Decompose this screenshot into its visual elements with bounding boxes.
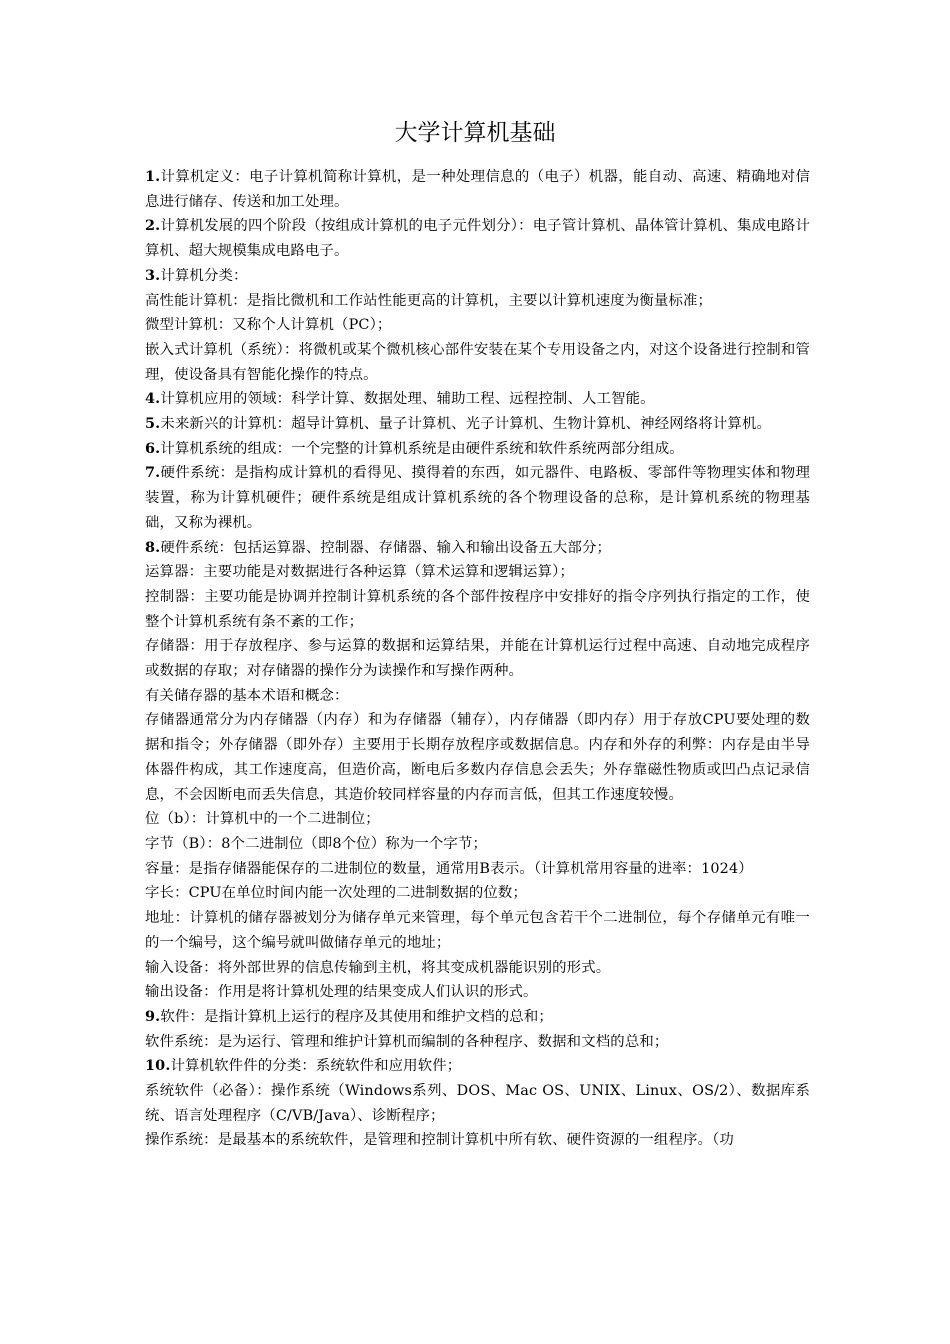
paragraph-number: 3. xyxy=(145,266,161,284)
paragraph xyxy=(145,437,810,462)
paragraph-text: 输入设备：将外部世界的信息传输到主机，将其变成机器能识别的形式。 xyxy=(145,959,611,976)
paragraph-text: 高性能计算机：是指比微机和工作站性能更高的计算机，主要以计算机速度为衡量标准； xyxy=(145,292,713,309)
paragraph xyxy=(145,585,810,634)
paragraph-number: 8. xyxy=(145,538,161,556)
paragraph xyxy=(145,956,810,981)
paragraph xyxy=(145,412,810,437)
paragraph-text: 控制器：主要功能是协调并控制计算机系统的各个部件按程序中安排好的指令序列执行指定的工作，使整个计算机系统有条不紊的工作； xyxy=(145,588,810,630)
paragraph xyxy=(145,1030,810,1055)
paragraph xyxy=(145,536,810,561)
paragraph-text: 嵌入式计算机（系统）：将微机或某个微机核心部件安装在某个专用设备之内，对这个设备进行控制和管理，使设备具有智能化操作的特点。 xyxy=(145,341,810,383)
paragraph-text: 计算机系统的组成：一个完整的计算机系统是由硬件系统和软件系统两部分组成。 xyxy=(160,440,684,457)
paragraph-text: 字节（B）：8个二进制位（即8个位）称为一个字节； xyxy=(145,835,488,852)
paragraph-text: 位（b）：计算机中的一个二进制位； xyxy=(145,811,380,828)
paragraph-text: 硬件系统：包括运算器、控制器、存储器、输入和输出设备五大部分； xyxy=(160,539,612,556)
paragraph xyxy=(145,289,810,314)
paragraph xyxy=(145,634,810,683)
document-body xyxy=(145,165,810,1153)
paragraph xyxy=(145,807,810,832)
paragraph-text: 计算机应用的领域：科学计算、数据处理、辅助工程、远程控制、人工智能。 xyxy=(160,391,655,408)
paragraph-text: 计算机软件件的分类：系统软件和应用软件； xyxy=(170,1058,462,1075)
paragraph xyxy=(145,313,810,338)
paragraph-text: 系统软件（必备）：操作系统（Windows系列、DOS、Mac OS、UNIX、Linux、OS/2）、数据库系统、语言处理程序（C/VB/Java）、诊断程序； xyxy=(145,1083,810,1124)
document-title: 大学计算机基础 xyxy=(394,120,556,146)
paragraph xyxy=(145,214,810,263)
paragraph xyxy=(145,560,810,585)
paragraph-text: 输出设备：作用是将计算机处理的结果变成人们认识的形式。 xyxy=(145,984,538,1001)
paragraph-text: 硬件系统：是指构成计算机的看得见、摸得着的东西，如元器件、电路板、零部件等物理实体和物理装置，称为计算机硬件；硬件系统是组成计算机系统的各个物理设备的总称，是计算机系统的物理基础，又称为裸机。 xyxy=(145,465,810,531)
paragraph xyxy=(145,387,810,412)
paragraph-text: 存储器：用于存放程序、参与运算的数据和运算结果，并能在计算机运行过程中高速、自动地完成程序或数据的存取；对存储器的操作分为读操作和写操作两种。 xyxy=(145,638,810,680)
paragraph xyxy=(145,1054,810,1079)
paragraph-number: 6. xyxy=(145,439,161,457)
paragraph-number: 4. xyxy=(145,390,161,408)
paragraph-text: 计算机发展的四个阶段（按组成计算机的电子元件划分）：电子管计算机、晶体管计算机、集成电路计算机、超大规模集成电路电子。 xyxy=(145,218,810,260)
paragraph xyxy=(145,165,810,214)
paragraph xyxy=(145,338,810,387)
paragraph-text: 操作系统：是最基本的系统软件，是管理和控制计算机中所有软、硬件资源的一组程序。（功 xyxy=(145,1132,734,1149)
paragraph-text: 地址：计算机的储存器被划分为储存单元来管理，每个单元包含若干个二进制位，每个存储单元有唯一的一个编号，这个编号就叫做储存单元的地址； xyxy=(145,910,810,951)
paragraph xyxy=(145,857,810,882)
paragraph xyxy=(145,708,810,807)
paragraph-number: 9. xyxy=(145,1007,161,1025)
paragraph xyxy=(145,832,810,857)
paragraph-text: 计算机分类： xyxy=(160,267,248,284)
paragraph-number: 2. xyxy=(145,217,161,235)
paragraph xyxy=(145,1079,810,1128)
paragraph-number: 1. xyxy=(145,168,161,185)
paragraph-number: 7. xyxy=(145,464,161,482)
paragraph-text: 容量：是指存储器能保存的二进制位的数量，通常用B表示。（计算机常用容量的进率：1024） xyxy=(145,860,753,877)
paragraph-text: 软件：是指计算机上运行的程序及其使用和维护文档的总和； xyxy=(160,1008,553,1025)
paragraph-text: 计算机定义：电子计算机简称计算机，是一种处理信息的（电子）机器，能自动、高速、精确地对信息进行储存、传送和加工处理。 xyxy=(145,169,810,210)
paragraph-text: 字长：CPU在单位时间内能一次处理的二进制数据的位数； xyxy=(145,885,527,902)
paragraph-text: 存储器通常分为内存储器（内存）和为存储器（辅存），内存储器（即内存）用于存放CPU要处理的数据和指令；外存储器（即外存）主要用于长期存放程序或数据信息。内存和外存的利弊：内存是由半导体器件构成，其工作速度高，但造价高，断电后多数内存信息会丢失；外存靠磁性物质或凹凸点记录信息，不会因断电而丢失信息，其造价较同样容量的内存而言低，但其工作速度较慢。 xyxy=(145,712,810,803)
paragraph xyxy=(145,264,810,289)
paragraph-text: 未来新兴的计算机：超导计算机、量子计算机、光子计算机、生物计算机、神经网络将计算机。 xyxy=(160,416,772,433)
paragraph-text: 软件系统：是为运行、管理和维护计算机而编制的各种程序、数据和文档的总和； xyxy=(145,1033,669,1050)
paragraph xyxy=(145,881,810,906)
paragraph xyxy=(145,461,810,535)
paragraph-text: 运算器：主要功能是对数据进行各种运算（算术运算和逻辑运算）； xyxy=(145,564,575,581)
paragraph-number: 10. xyxy=(145,1057,171,1075)
paragraph-number: 5. xyxy=(145,415,161,433)
paragraph-text: 微型计算机：又称个人计算机（PC）； xyxy=(145,317,392,334)
paragraph xyxy=(145,906,810,955)
paragraph xyxy=(145,684,810,709)
paragraph xyxy=(145,980,810,1005)
paragraph-text: 有关储存器的基本术语和概念： xyxy=(145,687,349,704)
paragraph xyxy=(145,1128,810,1153)
paragraph xyxy=(145,1005,810,1030)
